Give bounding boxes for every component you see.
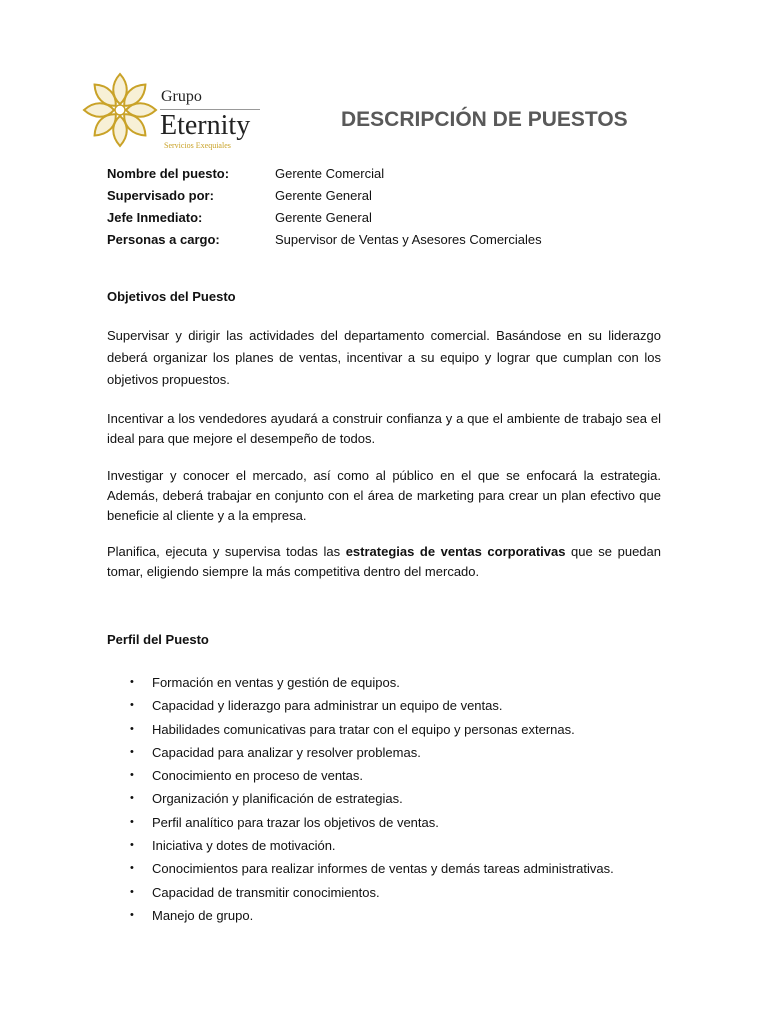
list-item-text: Iniciativa y dotes de motivación. [152, 838, 336, 854]
list-item-text: Habilidades comunicativas para tratar con el equipo y personas externas. [152, 721, 575, 737]
info-label: Jefe Inmediato: [107, 210, 203, 225]
list-item-text: Perfil analítico para trazar los objetivos de ventas. [152, 814, 439, 830]
list-item [107, 741, 614, 764]
bullet-icon: • [130, 862, 134, 875]
list-item [107, 881, 614, 904]
bullet-icon: • [130, 676, 134, 688]
job-info-table [107, 163, 542, 251]
objetivos-paragraph-3: Investigar y conocer el mercado, así como al público en el que se enfocará la estrategia. Además, deberá trabajar en conjunto con el área de marketing para crear un plan efectivo que beneficie al cliente y a la empresa. [107, 468, 661, 523]
objetivos-paragraph-4 [107, 542, 661, 582]
page-title: DESCRIPCIÓN DE PUESTOS [341, 108, 628, 131]
info-row-personas [107, 229, 542, 251]
perfil-list [107, 671, 614, 927]
logo-subtitle-text: Servicios Exequiales [164, 141, 231, 150]
list-item [107, 811, 614, 834]
logo-grupo-text: Grupo [161, 88, 202, 105]
bullet-icon: • [130, 885, 134, 898]
paragraph-text: Planifica, ejecuta y supervisa todas las [107, 544, 346, 559]
company-logo [80, 70, 270, 150]
list-item-text: Organización y planificación de estrategias. [152, 791, 403, 807]
list-item [107, 857, 614, 880]
info-value: Supervisor de Ventas y Asesores Comerciales [275, 232, 542, 247]
list-item-text: Conocimiento en proceso de ventas. [152, 768, 364, 784]
list-item-text: Conocimientos para realizar informes de ventas y demás tareas administrativas. [152, 861, 614, 877]
objetivos-paragraph-2: Incentivar a los vendedores ayudará a construir confianza y a que el ambiente de trabajo sea el ideal para que mejore el desempeño de todos. [107, 411, 661, 446]
list-item [107, 904, 614, 927]
list-item [107, 787, 614, 810]
list-item-text: Capacidad de transmitir conocimientos. [152, 884, 380, 900]
info-label: Nombre del puesto: [107, 166, 230, 181]
list-item-text: Capacidad para analizar y resolver problemas. [152, 744, 421, 760]
list-item [107, 834, 614, 857]
list-item [107, 764, 614, 787]
bullet-icon: • [130, 699, 134, 712]
info-label: Supervisado por: [107, 188, 214, 203]
info-value: Gerente General [275, 188, 372, 203]
bullet-icon: • [130, 908, 134, 921]
bold-phrase: estrategias de ventas corporativas [345, 544, 566, 559]
list-item-text: Manejo de grupo. [152, 907, 254, 923]
logo-name-text: Eternity [160, 110, 251, 141]
list-item [107, 718, 614, 741]
list-item-text: Formación en ventas y gestión de equipos. [152, 675, 400, 690]
list-item-text: Capacidad y liderazgo para administrar un equipo de ventas. [152, 698, 503, 714]
info-value: Gerente Comercial [275, 166, 385, 181]
bullet-icon: • [130, 745, 134, 758]
objetivos-heading: Objetivos del Puesto [107, 289, 236, 304]
info-row-jefe [107, 207, 542, 229]
bullet-icon: • [130, 839, 134, 852]
flower-emblem-icon [80, 70, 160, 150]
bullet-icon: • [130, 815, 134, 828]
info-row-supervisado [107, 185, 542, 207]
perfil-heading: Perfil del Puesto [107, 632, 209, 647]
list-item [107, 671, 614, 694]
info-label: Personas a cargo: [107, 232, 220, 247]
bullet-icon: • [130, 722, 134, 735]
bullet-icon: • [130, 792, 134, 805]
list-item [107, 694, 614, 717]
info-value: Gerente General [275, 210, 372, 225]
info-row-nombre [107, 163, 542, 185]
paragraph-text: que se puedan tomar, eligiendo siempre la más competitiva dentro del mercado. [107, 544, 661, 579]
bullet-icon: • [130, 769, 134, 782]
objetivos-paragraph-1: Supervisar y dirigir las actividades del departamento comercial. Basándose en su liderazgo deberá organizar los planes de ventas, incentivar a su equipo y lograr que cumplan con los objetivos propuestos. [107, 328, 661, 387]
